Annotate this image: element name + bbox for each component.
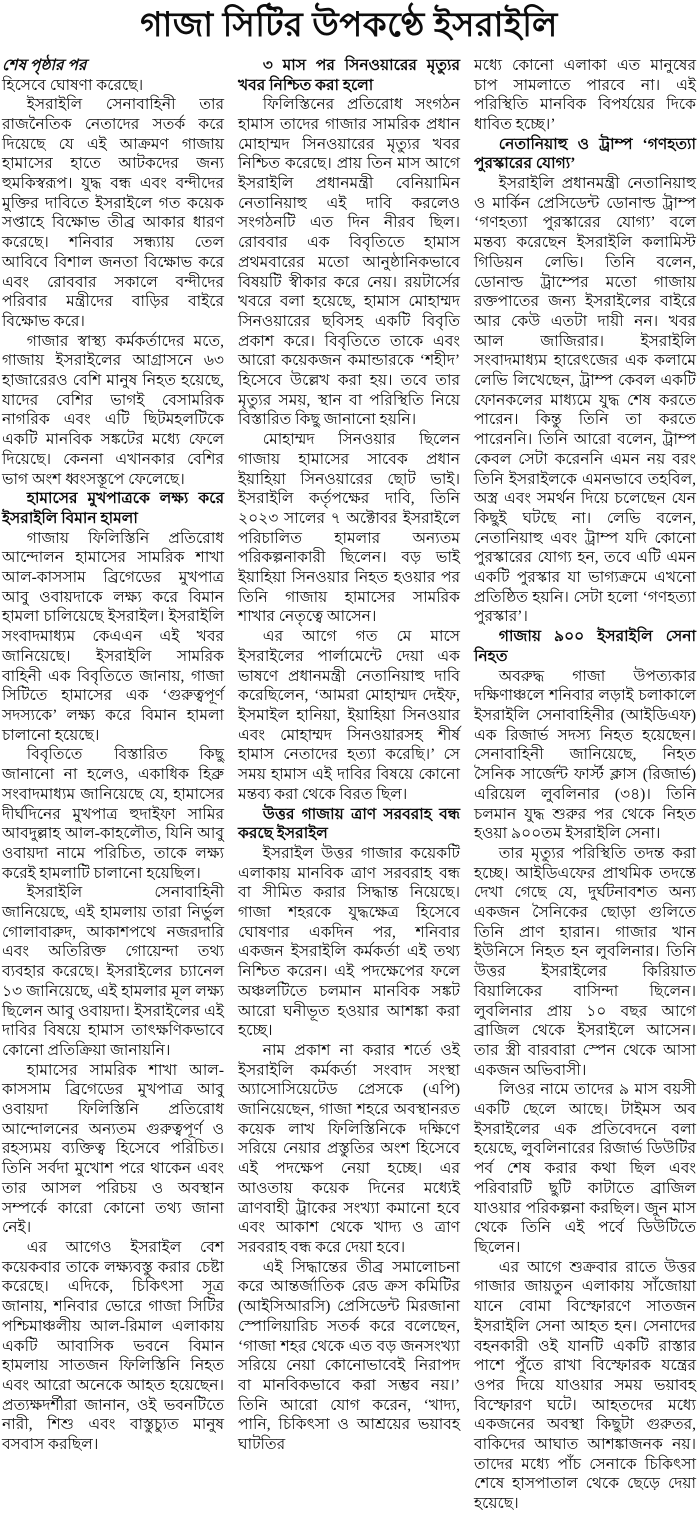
article-headline: গাজা সিটির উপকণ্ঠে ইসরাইলি	[140, 7, 558, 44]
paragraph: ইসরাইলি প্রধানমন্ত্রী নেতানিয়াহু ও মার্কিন প্রেসিডেন্ট ডোনাল্ড ট্রাম্প ‘গণহত্যা পুরস্কারের যোগ্য’ বলে মন্তব্য করেছেন ইসরাইলি কলামিস্ট গিডিয়ন লেভি। তিনি বলেন, ডোনাল্ড ট্রাম্পের মতো গাজায় রক্তপাতের জন্য ইসরাইলের বাইরে আর কেউ এতটা দায়ী নন। খবর আল জাজিরার। ইসরাইলি সংবাদমাধ্যম হারেৎজের এক কলামে লেভি লিখেছেন, ট্রাম্প কেবল একটি ফোনকলের মাধ্যমে যুদ্ধ শেষ করতে পারেন। কিন্তু তিনি তা করতে পারেননি। তিনি আরো বলেন, ট্রাম্প কেবল সেটা করেননি এমন নয় বরং তিনি ইসরাইলকে এমনভাবে তহবিল, অস্ত্র এবং সমর্থন দিয়ে চলেছেন যেন কিছুই ঘটছে না। লেভি বলেন, নেতানিয়াহু এবং ট্রাম্প যদি কোনো পুরস্কারের যোগ্য হন, তবে এটি এমন একটি পুরস্কার যা ভাগ্যক্রমে এখনো প্রতিষ্ঠিত হয়নি। সেটা হলো ‘গণহত্যা পুরস্কার’।	[474, 175, 696, 626]
paragraph: হামাসের সামরিক শাখা আল-কাসসাম ব্রিগেডের মুখপাত্র আবু ওবায়দা ফিলিস্তিনি প্রতিরোধ আন্দোলনের অন্যতম গুরুত্বপূর্ণ ও রহস্যময় ব্যক্তিত্ব হিসেবে পরিচিত। তিনি সর্বদা মুখোশ পরে থাকেন এবং তার আসল পরিচয় ও অবস্থান সম্পর্কে কারো কোনো তথ্য জানা নেই।	[2, 1061, 224, 1237]
section-subhead: নেতানিয়াহু ও ট্রাম্প ‘গণহত্যা পুরস্কারের যোগ্য’	[474, 135, 696, 173]
paragraph: অবরুদ্ধ গাজা উপত্যকার দক্ষিণাঞ্চলে শনিবার লড়াই চলাকালে ইসরাইলি সেনাবাহিনীর (আইডিএফ) এক রিজার্ভ সদস্য নিহত হয়েছেন। সেনাবাহিনী জানিয়েছে, নিহত সৈনিক সার্জেন্ট ফার্স্ট ক্লাস (রিজার্ভ) এরিয়েল লুবলিনার (৩৪)। তিনি চলমান যুদ্ধ শুরুর পর থেকে নিহত হওয়া ৯০০তম ইসরাইলি সেনা।	[474, 667, 696, 843]
paragraph: মোহাম্মদ সিনওয়ার ছিলেন গাজায় হামাসের সাবেক প্রধান ইয়াহিয়া সিনওয়ারের ছোট ভাই। ইসরাইলি কর্তৃপক্ষের দাবি, তিনি ২০২৩ সালের ৭ অক্টোবর ইসরাইলে পরিচালিত হামলার অন্যতম পরিকল্পনাকারী ছিলেন। বড় ভাই ইয়াহিয়া সিনওয়ার নিহত হওয়ার পর তিনি গাজায় হামাসের সামরিক শাখার নেতৃত্বে আসেন।	[238, 431, 460, 626]
article-columns	[2, 56, 696, 1514]
paragraph: ফিলিস্তিনের প্রতিরোধ সংগঠন হামাস তাদের গাজার সামরিক প্রধান মোহাম্মদ সিনওয়ারের মৃত্যুর খবর নিশ্চিত করেছে। প্রায় তিন মাস আগে ইসরাইলি প্রধানমন্ত্রী বেনিয়ামিন নেতানিয়াহু এই দাবি করলেও সংগঠনটি এত দিন নীরব ছিল। রোববার এক বিবৃতিতে হামাস প্রথমবারের মতো আনুষ্ঠানিকভাবে বিষয়টি স্বীকার করে নেয়। রয়টার্সের খবরে বলা হয়েছে, হামাস মোহাম্মদ সিনওয়ারের ছবিসহ একটি বিবৃতি প্রকাশ করে। বিবৃতিতে তাকে এবং আরো কয়েকজন কমান্ডারকে ‘শহীদ’ হিসেবে উল্লেখ করা হয়। তবে তার মৃত্যুর সময়, স্থান বা পরিস্থিতি নিয়ে বিস্তারিত কিছু জানানো হয়নি।	[238, 96, 460, 429]
section-subhead: হামাসের মুখপাত্রকে লক্ষ্য করে ইসরাইলি বিমান হামলা	[2, 490, 224, 527]
paragraph: ইসরাইল উত্তর গাজার কয়েকটি এলাকায় মানবিক ত্রাণ সরবরাহ বন্ধ বা সীমিত করার সিদ্ধান্ত নিয়েছে। গাজা শহরকে যুদ্ধক্ষেত্র হিসেবে ঘোষণার একদিন পর, শনিবার একজন ইসরাইলি কর্মকর্তা এই তথ্য নিশ্চিত করেন। এই পদক্ষেপের ফলে অঞ্চলটিতে চলমান মানবিক সঙ্কট আরো ঘনীভূত হওয়ার আশঙ্কা করা হচ্ছে।	[238, 844, 460, 1040]
paragraph: গাজার স্বাস্থ্য কর্মকর্তাদের মতে, গাজায় ইসরাইলের আগ্রাসনে ৬৩ হাজারেরও বেশি মানুষ নিহত হয়েছে, যাদের বেশির ভাগই বেসামরিক নাগরিক এবং এটি ছিটমহলটিকে একটি মানবিক সঙ্কটের মধ্যে ফেলে দিয়েছে। কেননা এখানকার বেশির ভাগ অংশ ধ্বংসস্তূপে ফেলেছে।	[2, 332, 224, 488]
paragraph: লিওর নামে তাদের ৯ মাস বয়সী একটি ছেলে আছে। টাইমস অব ইসরাইলের এক প্রতিবেদনে বলা হয়েছে, লুবলিনারের রিজার্ভ ডিউটির পর্ব শেষ করার কথা ছিল এবং পরিবারটি ছুটি কাটাতে ব্রাজিল যাওয়ার পরিকল্পনা করছিল। জুন মাস থেকে তিনি এই পর্বে ডিউটিতে ছিলেন।	[474, 1081, 696, 1256]
paragraph: নাম প্রকাশ না করার শর্তে ওই ইসরাইলি কর্মকর্তা সংবাদ সংস্থা অ্যাসোসিয়েটেড প্রেসকে (এপি) জানিয়েছেন, গাজা শহরে অবস্থানরত কয়েক লাখ ফিলিস্তিনিকে দক্ষিণে সরিয়ে নেয়ার প্রস্তুতির অংশ হিসেবে এই পদক্ষেপ নেয়া হচ্ছে। এর আওতায় কয়েক দিনের মধ্যেই ত্রাণবাহী ট্রাকের সংখ্যা কমানো হবে এবং আকাশ থেকে খাদ্য ও ত্রাণ সরবরাহ বন্ধ করে দেয়া হবে।	[238, 1041, 460, 1256]
paragraph: ইসরাইলি সেনাবাহিনী জানিয়েছে, এই হামলায় তারা নির্ভুল গোলাবারুদ, আকাশপথে নজরদারি এবং অতিরিক্ত গোয়েন্দা তথ্য ব্যবহার করেছে। ইসরাইলের চ্যানেল ১৩ জানিয়েছে, এই হামলার মূল লক্ষ্য ছিলেন আবু ওবায়দা। ইসরাইলের এই দাবির বিষয়ে হামাস তাৎক্ষণিকভাবে কোনো প্রতিক্রিয়া জানায়নি।	[2, 884, 224, 1059]
section-subhead: গাজায় ৯০০ ইসরাইলি সেনা নিহত	[474, 628, 696, 665]
column-1	[2, 56, 224, 1455]
section-subhead: ৩ মাস পর সিনওয়ারের মৃত্যুর খবর নিশ্চিত করা হলো	[238, 56, 460, 94]
paragraph: এর আগে শুক্রবার রাতে উত্তর গাজার জায়তুন এলাকায় সাঁজোয়া যানে বোমা বিস্ফোরণে সাতজন ইসরাইলি সেনা আহত হন। সেনাদের বহনকারী ওই যানটি একটি রাস্তার পাশে পুঁতে রাখা বিস্ফোরক যন্ত্রের ওপর দিয়ে যাওয়ার সময় ভয়াবহ বিস্ফোরণ ঘটে। আহতদের মধ্যে একজনের অবস্থা কিছুটা গুরুতর, বাকিদের আঘাত আশঙ্কাজনক নয়। তাদের মধ্যে পাঁচ সেনাকে চিকিৎসা শেষে হাসপাতাল থেকে ছেড়ে দেয়া হয়েছে।	[474, 1258, 696, 1513]
paragraph: এর আগে গত মে মাসে ইসরাইলের পার্লামেন্টে দেয়া এক ভাষণে প্রধানমন্ত্রী নেতানিয়াহু দাবি করেছিলেন, ‘আমরা মোহাম্মদ দেইফ, ইসমাইল হানিয়া, ইয়াহিয়া সিনওয়ার এবং মোহাম্মদ সিনওয়ারসহ শীর্ষ হামাস নেতাদের হত্যা করেছি।’ সে সময় হামাস এই দাবির বিষয়ে কোনো মন্তব্য করা থেকে বিরত ছিল।	[238, 628, 460, 803]
paragraph: তার মৃত্যুর পরিস্থিতি তদন্ত করা হচ্ছে। আইডিএফের প্রাথমিক তদন্তে দেখা গেছে যে, দুর্ঘটনাবশত অন্য একজন সৈনিকের ছোড়া গুলিতে তিনি প্রাণ হারান। গাজার খান ইউনিসে নিহত হন লুবলিনার। তিনি উত্তর ইসরাইলের কিরিয়াত বিয়ালিকের বাসিন্দা ছিলেন। লুবলিনার প্রায় ১০ বছর আগে ব্রাজিল থেকে ইসরাইলে আসেন। তার স্ত্রী বারবারা স্পেন থেকে আসা একজন অভিবাসী।	[474, 844, 696, 1079]
paragraph: ইসরাইলি সেনাবাহিনী তার রাজনৈতিক নেতাদের সতর্ক করে দিয়েছে যে এই আক্রমণ গাজায় হামাসের হাতে আটকদের জন্য হুমকিস্বরূপ। যুদ্ধ বন্ধ এবং বন্দীদের মুক্তির দাবিতে ইসরাইলে গত কয়েক সপ্তাহে বিক্ষোভ তীব্র আকার ধারণ করেছে। শনিবার সন্ধ্যায় তেল আবিবে বিশাল জনতা বিক্ষোভ করে এবং রোববার সকালে বন্দীদের পরিবার মন্ত্রীদের বাড়ির বাইরে বিক্ষোভ করে।	[2, 96, 224, 330]
paragraph: এর আগেও ইসরাইল বেশ কয়েকবার তাকে লক্ষ্যবস্তু করার চেষ্টা করেছে। এদিকে, চিকিৎসা সূত্র জানায়, শনিবার ভোরে গাজা সিটির পশ্চিমাঞ্চলীয় আল-রিমাল এলাকায় একটি আবাসিক ভবনে বিমান হামলায় সাতজন ফিলিস্তিনি নিহত এবং আরো অনেকে আহত হয়েছেন। প্রত্যক্ষদর্শীরা জানান, ওই ভবনটিতে নারী, শিশু এবং বাস্তুচ্যুত মানুষ বসবাস করছিল।	[2, 1238, 224, 1454]
paragraph: মধ্যে কোনো এলাকা এত মানুষের চাপ সামলাতে পারবে না। এই পরিস্থিতি মানবিক বিপর্যয়ের দিকে ধাবিত হচ্ছে।’	[474, 56, 696, 133]
paragraph: হিসেবে ঘোষণা করেছে।	[2, 76, 144, 94]
paragraph: গাজায় ফিলিস্তিনি প্রতিরোধ আন্দোলন হামাসের সামরিক শাখা আল-কাসসাম ব্রিগেডের মুখপাত্র আবু ওবায়দাকে লক্ষ্য করে বিমান হামলা চালিয়েছে ইসরাইল। ইসরাইলি সংবাদমাধ্যম কেএএন এই খবর জানিয়েছে। ইসরাইলি সামরিক বাহিনী এক বিবৃতিতে জানায়, গাজা সিটিতে হামাসের এক ‘গুরুত্বপূর্ণ সদস্যকে’ লক্ষ্য করে বিমান হামলা চালানো হয়েছে।	[2, 529, 224, 744]
continuation-note: শেষ পৃষ্ঠার পর	[2, 56, 87, 74]
paragraph: এই সিদ্ধান্তের তীব্র সমালোচনা করে আন্তর্জাতিক রেড ক্রস কমিটির (আইসিআরসি) প্রেসিডেন্ট মিরজানা স্পোলিয়ারিচ সতর্ক করে বলেছেন, ‘গাজা শহর থেকে এত বড় জনসংখ্যা সরিয়ে নেয়া কোনোভাবেই নিরাপদ বা মানবিকভাবে করা সম্ভব নয়।’ তিনি আরো যোগ করেন, ‘খাদ্য, পানি, চিকিৎসা ও আশ্রয়ের ভয়াবহ ঘাটতির	[238, 1258, 460, 1454]
column-2	[238, 56, 460, 1455]
column-3	[474, 56, 696, 1514]
paragraph: বিবৃতিতে বিস্তারিত কিছু জানানো না হলেও, একাধিক হিব্রু সংবাদমাধ্যম জানিয়েছে যে, হামাসের দীর্ঘদিনের মুখপাত্র হুদাইফা সামির আবদুল্লাহ আল-কাহলৌত, যিনি আবু ওবায়দা নামে পরিচিত, তাকে লক্ষ্য করেই হামলাটি চালানো হয়েছিল।	[2, 746, 224, 882]
section-subhead: উত্তর গাজায় ত্রাণ সরবরাহ বন্ধ করছে ইসরাইল	[238, 805, 460, 843]
